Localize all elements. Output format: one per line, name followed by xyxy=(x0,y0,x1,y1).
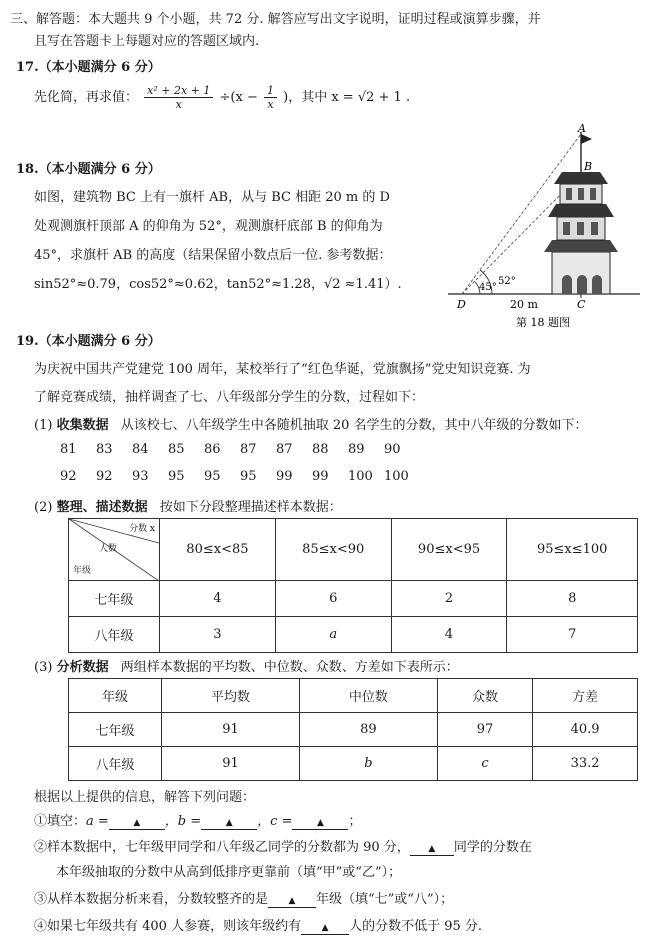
q19-step3-title: 分析数据 xyxy=(56,660,109,675)
q18-line-1: 如图，建筑物 BC 上有一旗杆 AB，从与 BC 相距 20 m 的 D xyxy=(34,190,390,205)
table-row xyxy=(69,747,638,781)
q19-step3-text: 两组样本数据的平均数、中位数、众数、方差如下表所示： xyxy=(120,660,459,675)
answer-blank-2[interactable] xyxy=(410,840,454,856)
answer-blank-a[interactable] xyxy=(109,814,165,830)
triangle-marker-icon: ▲ xyxy=(428,844,436,854)
subq-1-c-label: ，c = xyxy=(257,814,293,829)
score-value: 87 xyxy=(240,442,257,457)
subq-2-text-b: 同学的分数在 xyxy=(453,840,532,855)
table-cell: 6 xyxy=(275,581,391,617)
q19-step2-title: 整理、描述数据 xyxy=(56,500,148,515)
score-value: 92 xyxy=(60,469,77,484)
q18-line-4: sin52°≈0.79，cos52°≈0.62，tan52°≈1.28，√2 ≈1.41）. xyxy=(34,277,402,292)
score-value: 100 xyxy=(384,469,409,484)
statistics-table xyxy=(68,678,638,781)
score-value: 92 xyxy=(96,469,113,484)
subq-2-line-2: 本年级抽取的分数中从高到低排序更靠前（填“甲”或“乙”）； xyxy=(56,865,402,880)
q19-step1-num: (1) xyxy=(34,418,53,433)
subq-4 xyxy=(34,915,482,935)
q17-fraction-1 xyxy=(144,84,213,111)
q18-label: 18.（本小题满分 6 分） xyxy=(16,162,161,177)
q17-suffix: )，其中 x = √2 + 1 . xyxy=(283,90,411,105)
subq-1-a-label: a = xyxy=(86,814,109,829)
table-row xyxy=(69,713,638,747)
q19-step1-text: 从该校七、八年级学生中各随机抽取 20 名学生的分数，其中八年级的分数如下： xyxy=(120,418,588,433)
triangle-marker-icon: ▲ xyxy=(133,818,141,828)
section-heading-cont: 且写在答题卡上每题对应的答题区域内. xyxy=(34,34,260,49)
q19-step3-num: (3) xyxy=(34,660,53,675)
table-cell: 7 xyxy=(507,617,638,653)
table-cell: 七年级 xyxy=(69,713,162,747)
corner-mid-label: 人数 xyxy=(99,544,118,554)
table-header-cell: 90≤x<95 xyxy=(391,519,507,581)
score-value: 90 xyxy=(384,442,401,457)
table-header-cell: 年级 xyxy=(69,679,162,713)
fig-angle-52: 52° xyxy=(498,276,516,287)
fig-caption: 第 18 题图 xyxy=(516,316,570,329)
triangle-marker-icon: ▲ xyxy=(321,923,329,933)
table-cell: 89 xyxy=(299,713,437,747)
subq-4-text-b: 人的分数不低于 95 分. xyxy=(349,919,483,934)
fig-label-a: A xyxy=(578,122,586,135)
fig-distance: 20 m xyxy=(510,298,538,311)
score-value: 89 xyxy=(348,442,365,457)
section-heading: 三、解答题：本大题共 9 个小题，共 72 分. 解答应写出文字说明，证明过程或演算步骤，并 xyxy=(10,12,541,27)
table-cell-grade: 七年级 xyxy=(69,581,160,617)
subq-2-line-1 xyxy=(34,836,532,856)
table-cell-grade: 八年级 xyxy=(69,617,160,653)
score-value: 88 xyxy=(312,442,329,457)
subq-1-b-label: ，b = xyxy=(164,814,202,829)
score-value: 85 xyxy=(168,442,185,457)
triangle-marker-icon: ▲ xyxy=(225,818,233,828)
table-cell: 91 xyxy=(162,713,300,747)
triangle-marker-icon: ▲ xyxy=(317,818,324,828)
fig-label-b: B xyxy=(584,160,593,173)
answer-intro: 根据以上提供的信息，解答下列问题： xyxy=(34,790,256,805)
table-cell: c xyxy=(437,747,532,781)
q19-step2 xyxy=(34,496,342,515)
q17-fraction-2-num: 1 xyxy=(264,84,277,98)
q19-step1 xyxy=(34,414,588,433)
score-value: 100 xyxy=(348,469,373,484)
q19-step2-num: (2) xyxy=(34,500,53,515)
score-value: 93 xyxy=(132,469,149,484)
q17-fraction-2 xyxy=(264,84,277,111)
table-cell: 8 xyxy=(507,581,638,617)
subq-4-text-a: ④如果七年级共有 400 人参赛，则该年级约有 xyxy=(34,919,302,934)
table-header-cell: 80≤x<85 xyxy=(160,519,276,581)
q19-step1-title: 收集数据 xyxy=(56,418,109,433)
table-header-cell: 方差 xyxy=(533,679,638,713)
table-cell: 91 xyxy=(162,747,300,781)
q18-figure xyxy=(440,122,652,332)
q19-intro-2: 了解竞赛成绩，抽样调查了七、八年级部分学生的分数，过程如下： xyxy=(34,390,425,405)
answer-blank-b[interactable] xyxy=(201,814,257,830)
score-value: 95 xyxy=(240,469,257,484)
subq-1-prefix: ①填空： xyxy=(34,814,87,829)
score-value: 83 xyxy=(96,442,113,457)
triangle-marker-icon: ▲ xyxy=(288,896,296,906)
table-cell: 97 xyxy=(437,713,532,747)
score-value: 95 xyxy=(168,469,185,484)
q17-label: 17.（本小题满分 6 分） xyxy=(16,60,161,75)
table-row xyxy=(69,617,638,653)
subq-1 xyxy=(34,810,361,830)
table-cell: 4 xyxy=(160,581,276,617)
q19-scores-row-1 xyxy=(60,442,420,457)
distribution-table xyxy=(68,518,638,653)
table-cell: 八年级 xyxy=(69,747,162,781)
score-value: 99 xyxy=(276,469,293,484)
table-header-cell: 95≤x≤100 xyxy=(507,519,638,581)
score-value: 81 xyxy=(60,442,77,457)
q17-mid: ÷(x − xyxy=(219,90,258,105)
q17-fraction-1-den: x xyxy=(175,98,182,111)
answer-blank-3[interactable] xyxy=(268,892,316,908)
table-cell: a xyxy=(275,617,391,653)
q19-label: 19.（本小题满分 6 分） xyxy=(16,334,161,349)
answer-blank-c[interactable] xyxy=(292,814,348,830)
q18-line-3: 45°，求旗杆 AB 的高度（结果保留小数点后一位. 参考数据： xyxy=(34,248,392,263)
table-row xyxy=(69,581,638,617)
table-cell: 3 xyxy=(160,617,276,653)
q17-fraction-1-num: x² + 2x + 1 xyxy=(144,84,213,98)
fig-angle-45: 45° xyxy=(479,282,497,293)
score-value: 95 xyxy=(204,469,221,484)
subq-3-text-a: ③从样本数据分析来看，分数较整齐的是 xyxy=(34,892,269,907)
subq-3-text-b: 年级（填“七”或“八”）； xyxy=(316,892,454,907)
corner-top-label: 分数 x xyxy=(129,524,155,534)
table-header-cell: 中位数 xyxy=(299,679,437,713)
subq-2-text-a: ②样本数据中，七年级甲同学和八年级乙同学的分数都为 90 分， xyxy=(34,840,410,855)
q19-step3 xyxy=(34,656,459,675)
table-cell: 33.2 xyxy=(533,747,638,781)
table-header-cell: 众数 xyxy=(437,679,532,713)
q19-intro-1: 为庆祝中国共产党建党 100 周年，某校举行了“红色华诞，党旗飘扬”党史知识竞赛. 为 xyxy=(34,362,531,377)
table-cell: b xyxy=(299,747,437,781)
q19-scores-row-2 xyxy=(60,469,420,484)
table-header-cell: 85≤x<90 xyxy=(275,519,391,581)
score-value: 99 xyxy=(312,469,329,484)
table-cell: 2 xyxy=(391,581,507,617)
score-value: 84 xyxy=(132,442,149,457)
fig-label-c: C xyxy=(577,298,586,311)
answer-blank-4[interactable] xyxy=(301,919,349,935)
q17-expression xyxy=(34,84,410,111)
table-cell: 4 xyxy=(391,617,507,653)
corner-bot-label: 年级 xyxy=(73,566,92,576)
subq-3 xyxy=(34,888,453,908)
score-value: 86 xyxy=(204,442,221,457)
score-value: 87 xyxy=(276,442,293,457)
table-cell: 40.9 xyxy=(533,713,638,747)
q18-line-2: 处观测旗杆顶部 A 的仰角为 52°，观测旗杆底部 B 的仰角为 xyxy=(34,219,383,234)
fig-label-d: D xyxy=(457,298,466,311)
table-corner-cell xyxy=(69,519,160,581)
subq-1-end: ； xyxy=(348,814,362,829)
q17-fraction-2-den: x xyxy=(267,98,274,111)
q19-step2-text: 按如下分段整理描述样本数据： xyxy=(159,500,342,515)
table-header-cell: 平均数 xyxy=(162,679,300,713)
q17-prefix: 先化简，再求值： xyxy=(34,90,139,105)
